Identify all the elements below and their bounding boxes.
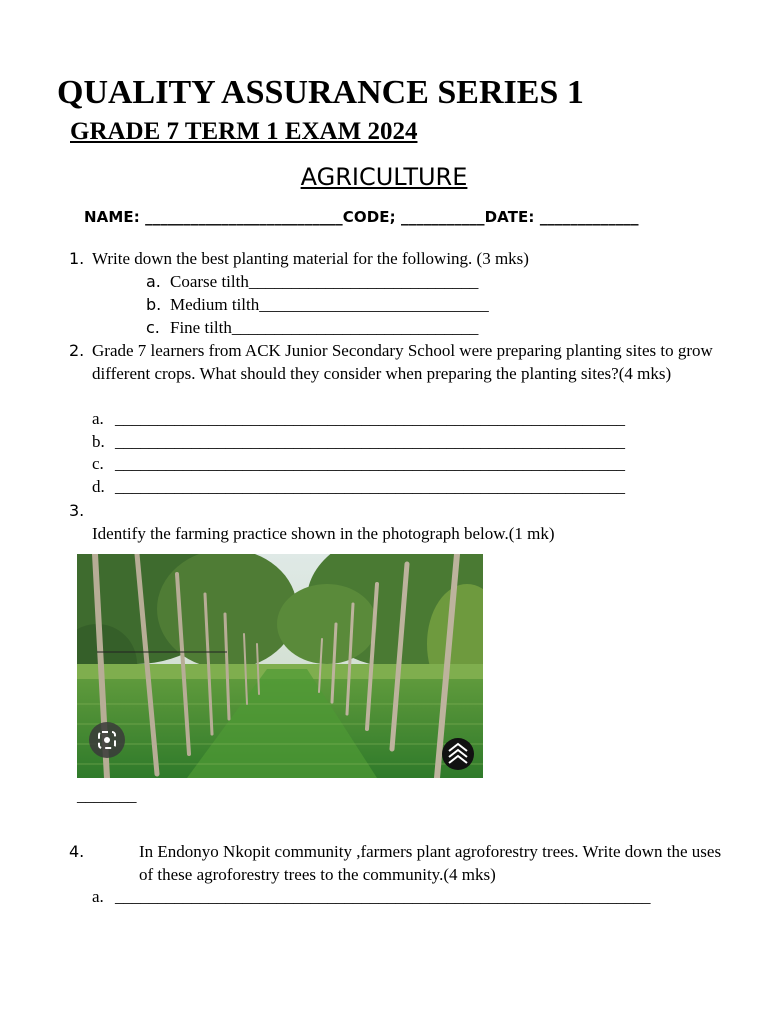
agroforestry-photograph: [77, 554, 483, 778]
subject-heading: AGRICULTURE: [300, 163, 468, 191]
q2-answer-a-label: a.: [92, 409, 104, 428]
q1-item-b-label: b.: [146, 295, 162, 314]
question-2-number: 2.: [69, 341, 85, 360]
exam-grade-title: GRADE 7 TERM 1 EXAM 2024: [70, 118, 418, 145]
q4-answer-a-label: a.: [92, 887, 104, 906]
q1-item-c-text: Fine tilth_____________________________: [170, 318, 479, 337]
q2-answer-d-label: d.: [92, 477, 105, 496]
question-3-text: Identify the farming practice shown in the photograph below.(1 mk): [92, 524, 555, 543]
q1-item-a-text: Coarse tilth___________________________: [170, 272, 479, 291]
watermark-logo-icon: [442, 738, 474, 770]
question-1-text: Write down the best planting material for the following. (3 mks): [92, 249, 529, 268]
q2-answer-c-line: ____________________________________________________________: [115, 454, 625, 473]
q2-answer-c-label: c.: [92, 454, 104, 473]
q1-item-b-text: Medium tilth___________________________: [170, 295, 489, 314]
q3-answer-line: _______: [77, 786, 137, 805]
question-1-number: 1.: [69, 249, 85, 268]
q1-item-c-label: c.: [146, 318, 160, 337]
q2-answer-b-line: ____________________________________________________________: [115, 432, 625, 451]
question-4-number: 4.: [69, 842, 85, 861]
q2-answer-a-line: ____________________________________________________________: [115, 409, 625, 428]
question-2-text: Grade 7 learners from ACK Junior Secondary School were preparing planting sites to grow different crops. What should they consider when preparing the planting sites?(4 mks): [92, 341, 713, 383]
q4-answer-a-line: _______________________________________________________________: [115, 887, 651, 906]
q1-item-a-label: a.: [146, 272, 161, 291]
student-details-line: NAME: __________________________CODE; ___________DATE: _____________: [84, 208, 639, 226]
question-3-number: 3.: [69, 501, 85, 520]
q2-answer-d-line: ____________________________________________________________: [115, 477, 625, 496]
exam-series-title: QUALITY ASSURANCE SERIES 1: [57, 74, 584, 111]
q2-answer-b-label: b.: [92, 432, 105, 451]
question-4-text: In Endonyo Nkopit community ,farmers plant agroforestry trees. Write down the uses of these agroforestry trees to the community.(4 mks): [139, 842, 722, 884]
lens-scan-icon: [89, 722, 125, 758]
